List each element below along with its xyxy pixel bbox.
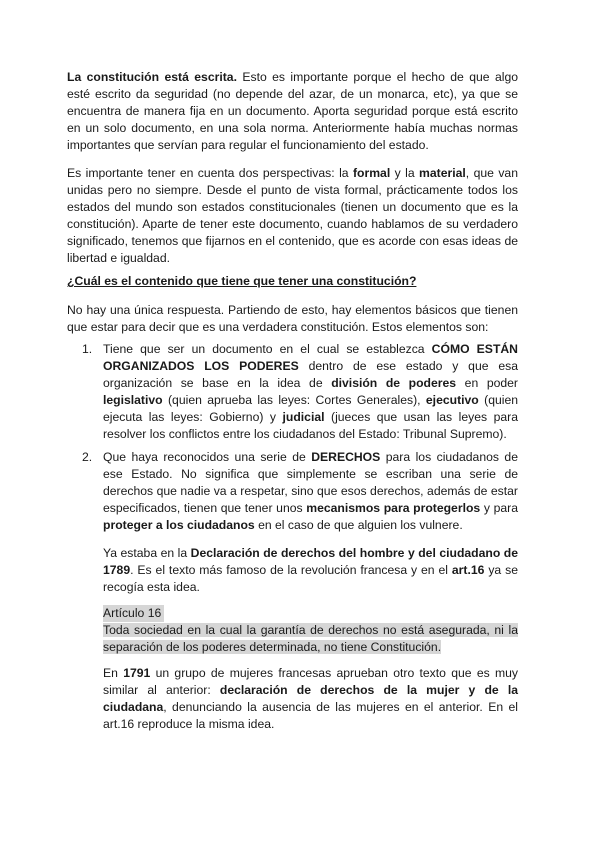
paragraph-intro-elements: No hay una única respuesta. Partiendo de esto, hay elementos básicos que tienen que estar para decir que es una verdadera constitución. Estos elementos son: [67,303,518,335]
list-number-1: 1. [82,342,93,356]
bold-phrase: CÓMO ESTÁN ORGANIZADOS LOS PODERES [103,342,518,374]
bold-phrase: judicial [282,410,325,425]
bold-phrase: material [419,166,466,180]
bold-phrase: DERECHOS [311,450,381,464]
text-run: en el caso de que alguien los vulnere. [254,518,463,533]
bold-phrase: Declaración de derechos del hombre y del ciudadano de 1789 [103,546,518,578]
list-item-rights [103,449,518,534]
list-item-powers [103,341,518,444]
text-run: Que haya reconocidos una serie de [103,450,312,464]
paragraph-written-constitution [67,69,518,154]
text-run: En [103,666,124,680]
text-run: , que van unidas pero no siempre. Desde el punto de vista formal, prácticamente todos los estados del mundo son estados constitucionales (tienen un documento que es la constitución). Aparte de tener este documento, cuando hablamos de su verdadero significado, tenemos que fijarnos en el contenido, que es acorde con esas ideas de libertad e igualdad. [67,166,518,266]
bold-phrase: art.16 [451,563,485,578]
list-number-2: 2. [82,450,93,464]
text-run: , denunciando la ausencia de las mujeres en el anterior. En el art.16 reproduce la misma idea. [103,700,518,732]
quote-title: Artículo 16 [103,605,164,622]
paragraph-declaration-1789 [103,545,518,596]
text-run: ya se recogía esta idea. [103,563,518,595]
bold-phrase: mecanismos para protegerlos [306,501,481,516]
highlighted-quote [103,605,518,656]
quote-text: Toda sociedad en la cual la garantía de derechos no está asegurada, ni la separación de los poderes determinada, no tiene Constitución. [103,623,518,655]
bold-phrase: legislativo [103,393,163,408]
bold-phrase: 1791 [123,666,151,680]
text-run: Es importante tener en cuenta dos perspectivas: la [67,166,353,180]
text-run: . Es el texto más famoso de la revolución francesa y en el [130,563,452,578]
text-run: (quien ejecuta las leyes: Gobierno) y [103,393,519,425]
text-run: Tiene que ser un documento en el cual se establezca [103,342,432,356]
text-run: un grupo de mujeres francesas aprueban otro texto que es muy similar al anterior: [103,666,518,698]
paragraph-declaration-1791 [103,665,518,733]
text-run: y para [480,501,518,516]
text-run: (quien aprueba las leyes: Cortes Generales), [162,393,426,408]
text-run: (jueces que usan las leyes para resolver los conflictos entre los ciudadanos del Estado: Tribunal Supremo). [103,410,518,442]
paragraph-perspectives [67,165,518,268]
bold-phrase: declaración de derechos de la mujer y de la ciudadana [103,683,519,715]
bold-phrase: ejecutivo [425,393,479,408]
text-run: para los ciudadanos de ese Estado. No significa que simplemente se escriban una serie de derechos que nadie va a respetar, sino que esos derechos, además de estar especificados, tienen que tener unos [103,450,518,516]
text-run: en poder [456,376,518,391]
bold-phrase: La constitución está escrita. [67,70,237,84]
bold-phrase: división de poderes [331,376,457,391]
text-run: Esto es importante porque el hecho de que algo esté escrito da seguridad (no depende del azar, de un monarca, etc), ya que se encuentra de manera fija en un documento. Aporta seguridad porque está escrito en un solo documento, en una sola norma. Anteriormente había muchas normas importantes que servían para regular el funcionamiento del estado. [67,70,518,153]
bold-phrase: formal [352,166,391,180]
bold-phrase: proteger a los ciudadanos [103,518,255,533]
section-heading: ¿Cuál es el contenido que tiene que tener una constitución? [67,274,417,288]
text-run: y la [390,166,420,180]
text-run: dentro de ese estado y que esa organización se base en la idea de [103,359,518,391]
text-run: Ya estaba en la [103,546,191,560]
